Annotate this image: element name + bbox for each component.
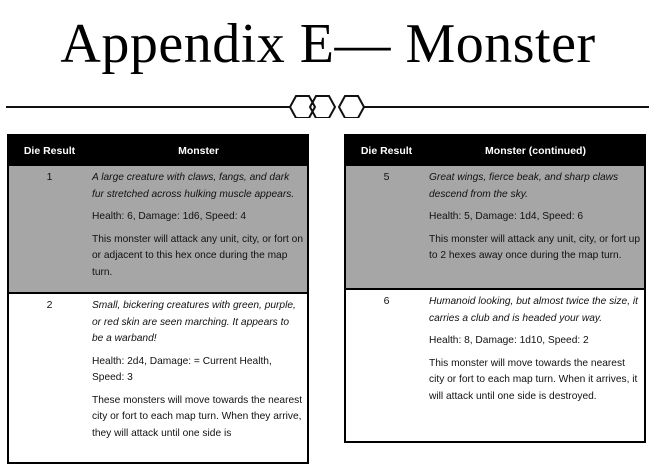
die-result-cell: 6 [383, 295, 390, 307]
header-die-result: Die Result [23, 145, 76, 157]
table-row [346, 166, 644, 288]
header-monster-continued: Monster (continued) [485, 145, 586, 157]
monster-cell [427, 166, 644, 288]
monster-stats: Health: 6, Damage: 1d6, Speed: 4 [92, 211, 247, 222]
monster-behavior: This monster will attack any unit, city, or fort up to 2 hexes away once during the map turn. [429, 233, 640, 261]
header-monster: Monster [178, 145, 219, 157]
monster-stats: Health: 2d4, Damage: = Current Health, Speed: 3 [92, 355, 272, 383]
monster-table-right [344, 134, 646, 443]
header-die-result: Die Result [360, 145, 413, 157]
monster-description: A large creature with claws, fangs, and dark fur stretched across hulking muscle appears. [92, 172, 295, 200]
table-row [9, 292, 307, 446]
table-row [346, 288, 644, 409]
table-row [9, 166, 307, 292]
monster-behavior: This monster will attack any unit, city, or fort on or adjacent to this hex once during the map turn. [92, 233, 303, 278]
monster-table-left [7, 134, 309, 464]
die-result-cell: 5 [383, 171, 390, 183]
monster-cell [427, 290, 644, 409]
table-header [9, 136, 307, 166]
monster-stats: Health: 5, Damage: 1d4, Speed: 6 [429, 211, 584, 222]
monster-behavior: These monsters will move towards the nearest city or fort to each map turn. When they arrive, they will attack until one side is [92, 394, 303, 439]
page-title: Appendix E— Monster [60, 13, 596, 75]
monster-cell [90, 294, 307, 446]
monster-stats: Health: 8, Damage: 1d10, Speed: 2 [429, 335, 589, 346]
monster-description: Humanoid looking, but almost twice the size, it carries a club and is headed your way. [429, 296, 638, 324]
monster-description: Small, bickering creatures with green, purple, or red skin are seen marching. It appears to be a warband! [92, 300, 296, 344]
table-header [346, 136, 644, 166]
die-result-cell: 2 [46, 299, 53, 311]
monster-behavior: This monster will move towards the nearest city or fort to each map turn. When it arrives, it will attack until one side is destroyed. [429, 357, 638, 402]
die-result-cell: 1 [46, 171, 53, 183]
hexagon-divider-icon [6, 94, 649, 118]
monster-description: Great wings, fierce beak, and sharp claws descend from the sky. [429, 172, 619, 200]
monster-cell [90, 166, 307, 292]
